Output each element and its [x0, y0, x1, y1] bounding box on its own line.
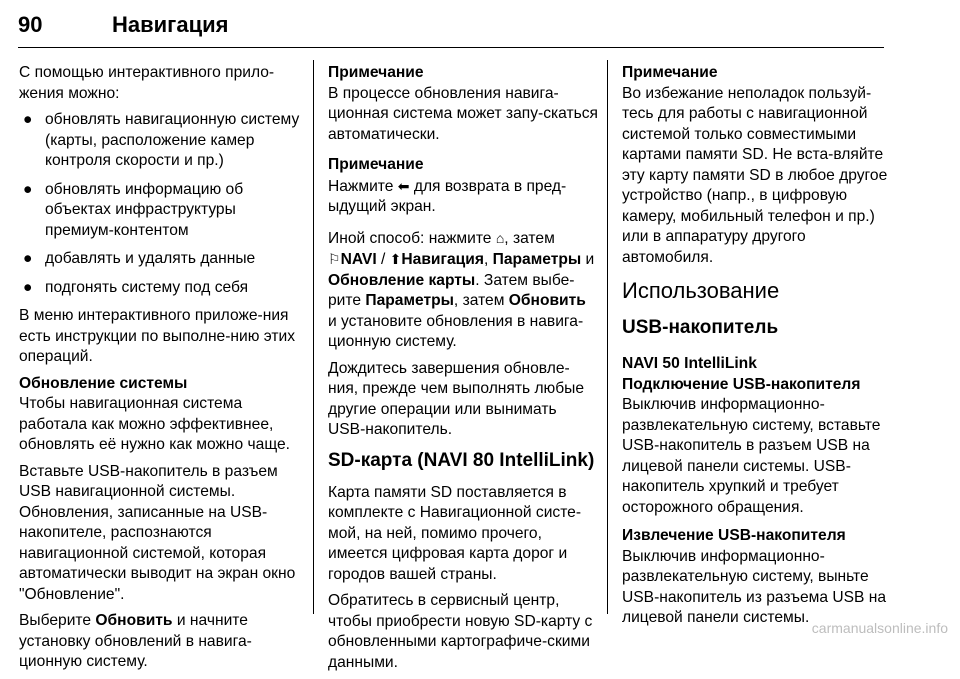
note-1 — [328, 63, 598, 145]
note-2 — [328, 155, 598, 218]
column-1 — [19, 63, 301, 679]
note-3 — [622, 63, 892, 268]
connect-text: Выключив информационно-развлекательную систему, вставьте USB-накопитель в разъем USB на лицевой панели системы. USB-накопитель хрупкий и требует осторожного обращения. — [622, 396, 881, 516]
sd-card-heading: SD-карта (NAVI 80 IntelliLink) — [328, 449, 595, 471]
service-text: Обратитесь в сервисный центр, чтобы приобрести новую SD-карту с обновленными картографиче-скими данными. — [328, 592, 593, 671]
remove-heading: Извлечение USB-накопителя — [622, 527, 846, 544]
feature-list — [19, 110, 301, 298]
home-icon: ⌂ — [495, 229, 505, 246]
model-label: NAVI 50 IntelliLink — [622, 355, 757, 372]
watermark: carmanualsonline.info — [811, 620, 948, 636]
note-text: В процессе обновления навига-ционная система может запу-скаться автоматически. — [328, 84, 598, 143]
bullet-icon: ● — [23, 180, 33, 198]
bullet-icon: ● — [23, 278, 33, 296]
note-title: Примечание — [328, 156, 424, 173]
update-text: Чтобы навигационная система работала как можно эффективнее, обновлять её нужно как можно чаще. — [19, 395, 290, 453]
note-text: Во избежание неполадок пользуй-тесь для работы с навигационной системой только совместимыми картами памяти SD. Не вста-вляйте эту карту памяти SD в любое другое устройство (напр., в цифровую камеру, мобильный телефон и пр.) или в аппаратуру другого автомобиля. — [622, 84, 888, 266]
column-2 — [328, 63, 598, 679]
header-divider — [18, 47, 884, 48]
list-item: ● добавлять и удалять данные — [19, 249, 301, 270]
list-item: ● подгонять систему под себя — [19, 278, 301, 299]
back-arrow-icon: ⬅ — [397, 177, 410, 194]
intro-text: С помощью интерактивного прило-жения можно: — [19, 64, 275, 102]
update-heading: Обновление системы — [19, 374, 188, 392]
select-text: Выберите Обновить и начните установку обновлений в навига-ционную систему. — [19, 612, 252, 670]
bullet-icon: ● — [23, 111, 33, 128]
insert-text: Вставьте USB-накопитель в разъем USB навигационной системы. Обновления, записанные на USB-накопителе, распознаются навигационной системой, которая автоматически выводит на экран окно "Обновление". — [19, 462, 296, 603]
alternative-text: Иной способ: нажмите ⌂, затем ⚐NAVI / ⬆Навигация, Параметры и Обновление карты. Затем выбе-рите Параметры, затем Обновить и установите обновления в навига-ционную систему. — [328, 229, 595, 350]
navigation-arrow-icon: ⬆ — [389, 251, 402, 267]
column-3 — [622, 63, 892, 635]
note-text: Нажмите ⬅ для возврата в пред-ыдущий экран. — [328, 177, 567, 215]
page-number: 90 — [18, 12, 43, 37]
wait-text: Дождитесь завершения обновле-ния, прежде чем выполнять любые другие операции или вынимать USB-накопитель. — [328, 359, 585, 438]
list-item: ● обновлять информацию об объектах инфраструктуры премиум-контентом — [23, 180, 244, 239]
menu-text: В меню интерактивного приложе-ния есть инструкции по выполне-нию этих операций. — [19, 307, 296, 365]
connect-heading: Подключение USB-накопителя — [622, 375, 861, 393]
note-title: Примечание — [328, 64, 424, 81]
remove-text: Выключив информационно-развлекательную систему, выньте USB-накопитель из разъема USB на лицевой панели системы. — [622, 547, 887, 626]
sd-card-text: Карта памяти SD поставляется в комплекте с Навигационной систе-мой, на ней, помимо прочего, имеется цифровая карта дорог и городов вашей страны. — [328, 483, 582, 583]
column-divider-1 — [313, 60, 314, 614]
usage-heading: Использование — [622, 278, 780, 303]
page-title: Навигация — [112, 12, 229, 37]
list-item: ● обновлять навигационную систему (карты, расположение камер контроля скорости и пр.) — [23, 111, 300, 169]
update-command: Обновить — [95, 612, 173, 629]
usb-heading: USB-накопитель — [622, 317, 779, 338]
bullet-icon: ● — [23, 250, 33, 267]
note-title: Примечание — [622, 64, 718, 81]
flag-icon: ⚐ — [328, 251, 341, 267]
column-divider-2 — [607, 60, 608, 614]
